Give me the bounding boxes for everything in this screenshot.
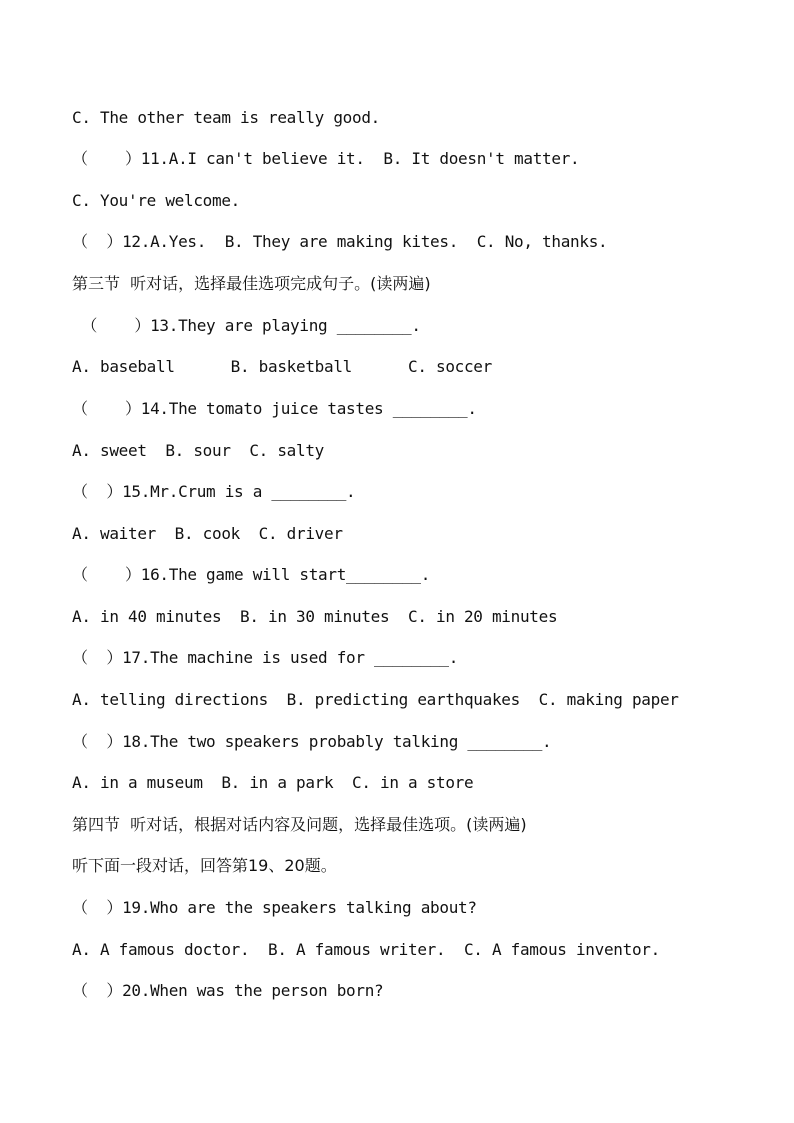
section-4-heading: 第四节 听对话，根据对话内容及问题，选择最佳选项。(读两遍) — [72, 815, 527, 834]
option-line-q10-c: C. The other team is really good. — [72, 108, 380, 127]
dialogue-instruction: 听下面一段对话，回答第19、20题。 — [72, 856, 337, 875]
options-q17: A. telling directions B. predicting earthquakes C. making paper — [72, 690, 679, 709]
question-17: （ ）17.The machine is used for ________. — [72, 648, 459, 667]
question-12: （ ）12.A.Yes. B. They are making kites. C. No, thanks. — [72, 232, 608, 251]
question-15: （ ）15.Mr.Crum is a ________. — [72, 482, 356, 501]
question-13: （ ）13.They are playing ________. — [72, 316, 421, 335]
section-3-heading: 第三节 听对话，选择最佳选项完成句子。(读两遍) — [72, 274, 431, 293]
options-q14: A. sweet B. sour C. salty — [72, 441, 324, 460]
question-19: （ ）19.Who are the speakers talking about? — [72, 898, 477, 917]
question-16: （ ）16.The game will start________. — [72, 565, 431, 584]
question-14: （ ）14.The tomato juice tastes ________. — [72, 399, 477, 418]
question-18: （ ）18.The two speakers probably talking ________. — [72, 732, 552, 751]
question-20: （ ）20.When was the person born? — [72, 981, 384, 1000]
options-q18: A. in a museum B. in a park C. in a store — [72, 773, 474, 792]
question-11: （ ）11.A.I can't believe it. B. It doesn't matter. — [72, 149, 580, 168]
options-q19: A. A famous doctor. B. A famous writer. C. A famous inventor. — [72, 940, 660, 959]
options-q13: A. baseball B. basketball C. soccer — [72, 357, 492, 376]
options-q15: A. waiter B. cook C. driver — [72, 524, 343, 543]
options-q16: A. in 40 minutes B. in 30 minutes C. in 20 minutes — [72, 607, 558, 626]
option-line-q11-c: C. You're welcome. — [72, 191, 240, 210]
